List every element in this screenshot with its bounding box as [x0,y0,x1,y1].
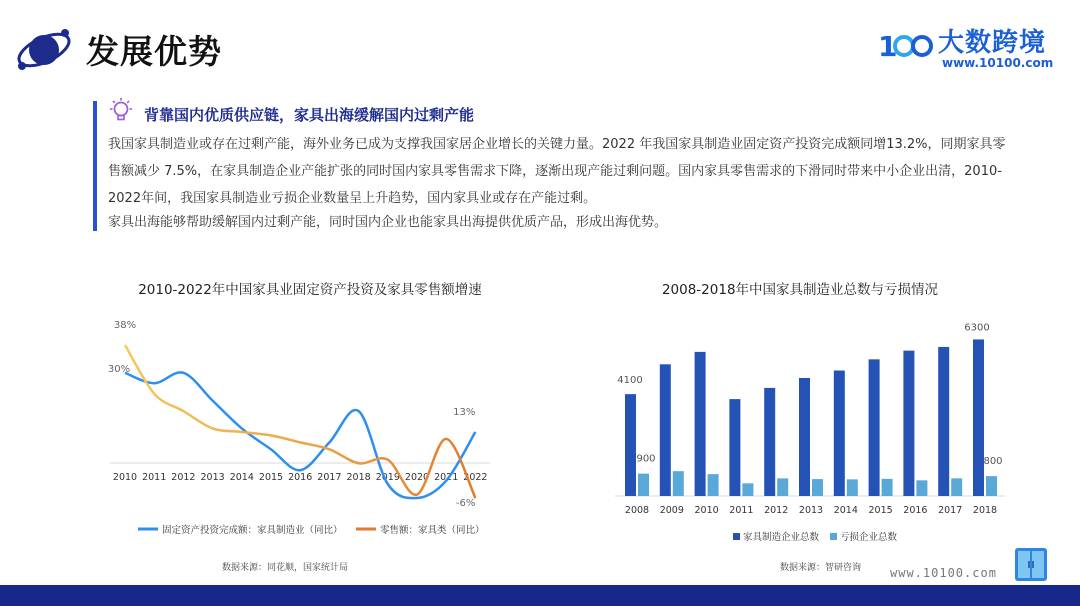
bar-total [869,359,880,496]
x-tick-label: 2020 [404,472,430,483]
accent-bar [93,101,97,231]
x-tick-label: 2010 [694,505,719,516]
data-label-total-last: 6300 [964,322,990,334]
data-label-investment-end: 13% [453,406,476,418]
brand-url: www.10100.com [942,56,1054,70]
x-tick-label: 2014 [229,472,254,483]
data-label-retail-start: 38% [113,319,137,331]
paragraph-2: 家具出海能够帮助缓解国内过剩产能，同时国内企业也能家具出海提供优质产品，形成出海优势。 [108,215,668,230]
bar-loss [777,478,788,496]
x-tick-label: 2013 [798,505,824,516]
bar-total [973,339,984,496]
bar-total [764,388,775,496]
bar-total [799,378,810,496]
data-label-investment-start: 30% [107,363,131,375]
bar-loss [986,476,997,496]
bar-loss [847,479,858,496]
bar-total [695,352,706,496]
svg-text:1: 1 [878,30,898,63]
x-tick-label: 2008 [624,505,650,516]
data-label-loss-first: 900 [636,453,656,465]
legend-label: 家具制造企业总数 [743,532,820,543]
x-tick-label: 2022 [463,472,488,483]
x-tick-label: 2016 [288,472,313,483]
legend-swatch [733,533,740,540]
line-chart-source: 数据来源：同花顺，国家统计局 [222,563,349,573]
paragraph-1: 我国家具制造业或存在过剩产能，海外业务已成为支撑我国家居企业增长的关键力量。2022 年我国家具制造业固定资产投资完成额同增13.2%，同期家具零售额减少 7.5%，在家具制造企业产能扩张的同时国内家具零售需求下降，逐渐出现产能过剩问题。国内家具零售需求的下滑同时带来中小企业出清，2010-2022年间，我国家具制造业亏损企业数量呈上升趋势，国内家具业或存在产能过剩。 [108,137,1006,206]
bar-total [938,347,949,496]
bar-loss [951,478,962,496]
x-tick-label: 2010 [112,472,138,483]
bar-loss [916,480,927,496]
bar-chart-title: 2008-2018年中国家具制造业总数与亏损情况 [661,282,939,298]
bar-loss [812,479,823,496]
legend-swatch [830,533,837,540]
bar-loss [673,471,684,496]
x-tick-label: 2014 [833,505,858,516]
line-chart-title: 2010-2022年中国家具业固定资产投资及家具零售额增速 [138,282,482,298]
x-tick-label: 2017 [938,505,963,516]
x-tick-label: 2015 [258,472,284,483]
x-tick-label: 2013 [200,472,225,483]
bar-chart-source: 数据来源：智研咨询 [780,563,862,573]
fridge-icon [1012,546,1050,584]
bar-total [903,351,914,496]
x-tick-label: 2012 [171,472,196,483]
line-chart [100,300,500,550]
brand-name: 大数跨境 [938,28,1047,58]
legend-label: 零售额：家具类（同比） [380,525,485,536]
x-tick-label: 2015 [868,505,893,516]
x-tick-label: 2011 [142,472,167,483]
bar-loss [742,483,753,496]
brand-logo-icon [876,26,936,66]
bar-total [729,399,740,496]
x-tick-label: 2021 [434,472,459,483]
footer-bar [0,585,1080,606]
x-tick-label: 2018 [346,472,371,483]
x-tick-label: 2016 [903,505,928,516]
bar-loss [882,479,893,496]
legend-label: 亏损企业总数 [840,532,898,543]
bar-total [625,394,636,496]
section-heading: 背靠国内优质供应链，家具出海缓解国内过剩产能 [144,106,475,124]
x-tick-label: 2009 [659,505,684,516]
data-label-total-first: 4100 [617,375,643,387]
bar-loss [638,474,649,496]
x-tick-label: 2011 [729,505,754,516]
legend-label: 固定资产投资完成额：家具制造业（同比） [162,525,343,536]
x-tick-label: 2012 [764,505,789,516]
footer-url: www.10100.com [890,566,997,580]
bar-total [834,371,845,496]
x-tick-label: 2018 [972,505,998,516]
lightbulb-icon [107,97,135,125]
data-label-loss-last: 800 [983,456,1003,468]
bar-total [660,364,671,496]
data-label-retail-end: -6% [455,498,476,510]
bar-loss [708,474,719,496]
page-title: 发展优势 [86,32,222,71]
x-tick-label: 2017 [317,472,342,483]
bar-chart [600,300,1020,550]
x-tick-label: 2019 [375,472,400,483]
planet-logo-icon [14,24,74,76]
